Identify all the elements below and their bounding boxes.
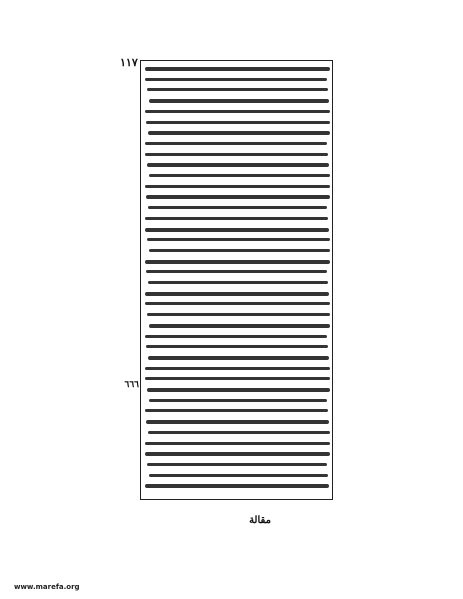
handwritten-line xyxy=(147,388,330,392)
margin-note: ٦٦٦ xyxy=(124,380,139,390)
handwritten-line xyxy=(149,99,329,103)
handwritten-line xyxy=(145,367,330,370)
catchword: مقالة xyxy=(249,515,271,526)
handwritten-line xyxy=(149,474,328,477)
handwritten-line xyxy=(145,377,330,380)
handwritten-line xyxy=(146,121,330,124)
handwritten-line xyxy=(149,399,327,402)
handwritten-line xyxy=(146,270,327,273)
handwritten-line xyxy=(148,356,329,360)
handwritten-line xyxy=(147,88,328,91)
handwritten-line xyxy=(145,302,330,305)
handwritten-line xyxy=(145,228,329,232)
handwritten-line xyxy=(145,67,330,71)
handwritten-line xyxy=(147,463,327,466)
handwritten-line xyxy=(145,409,328,412)
handwritten-line xyxy=(146,195,330,199)
handwritten-line xyxy=(148,431,330,434)
page-number: ١١٧ xyxy=(120,56,138,69)
handwritten-line xyxy=(148,131,330,135)
handwritten-line xyxy=(145,142,327,145)
handwritten-line xyxy=(147,313,330,316)
handwritten-line xyxy=(147,238,330,241)
handwritten-line xyxy=(148,206,327,209)
handwritten-line xyxy=(147,163,329,167)
handwritten-line xyxy=(146,420,329,424)
handwritten-line xyxy=(145,78,327,81)
handwritten-line xyxy=(145,153,328,156)
text-frame xyxy=(140,60,333,500)
handwritten-line xyxy=(145,484,329,488)
handwritten-line xyxy=(149,174,330,177)
handwritten-text-block xyxy=(141,61,334,501)
handwritten-line xyxy=(145,292,329,296)
handwritten-line xyxy=(145,260,330,264)
handwritten-line xyxy=(145,110,330,113)
handwritten-line xyxy=(145,185,330,188)
handwritten-line xyxy=(145,452,330,456)
handwritten-line xyxy=(146,345,328,348)
watermark: www.marefa.org xyxy=(14,583,80,591)
handwritten-line xyxy=(149,324,330,328)
handwritten-line xyxy=(149,249,330,252)
handwritten-line xyxy=(145,217,328,220)
handwritten-line xyxy=(148,281,328,284)
handwritten-line xyxy=(145,335,327,338)
handwritten-line xyxy=(145,442,330,445)
